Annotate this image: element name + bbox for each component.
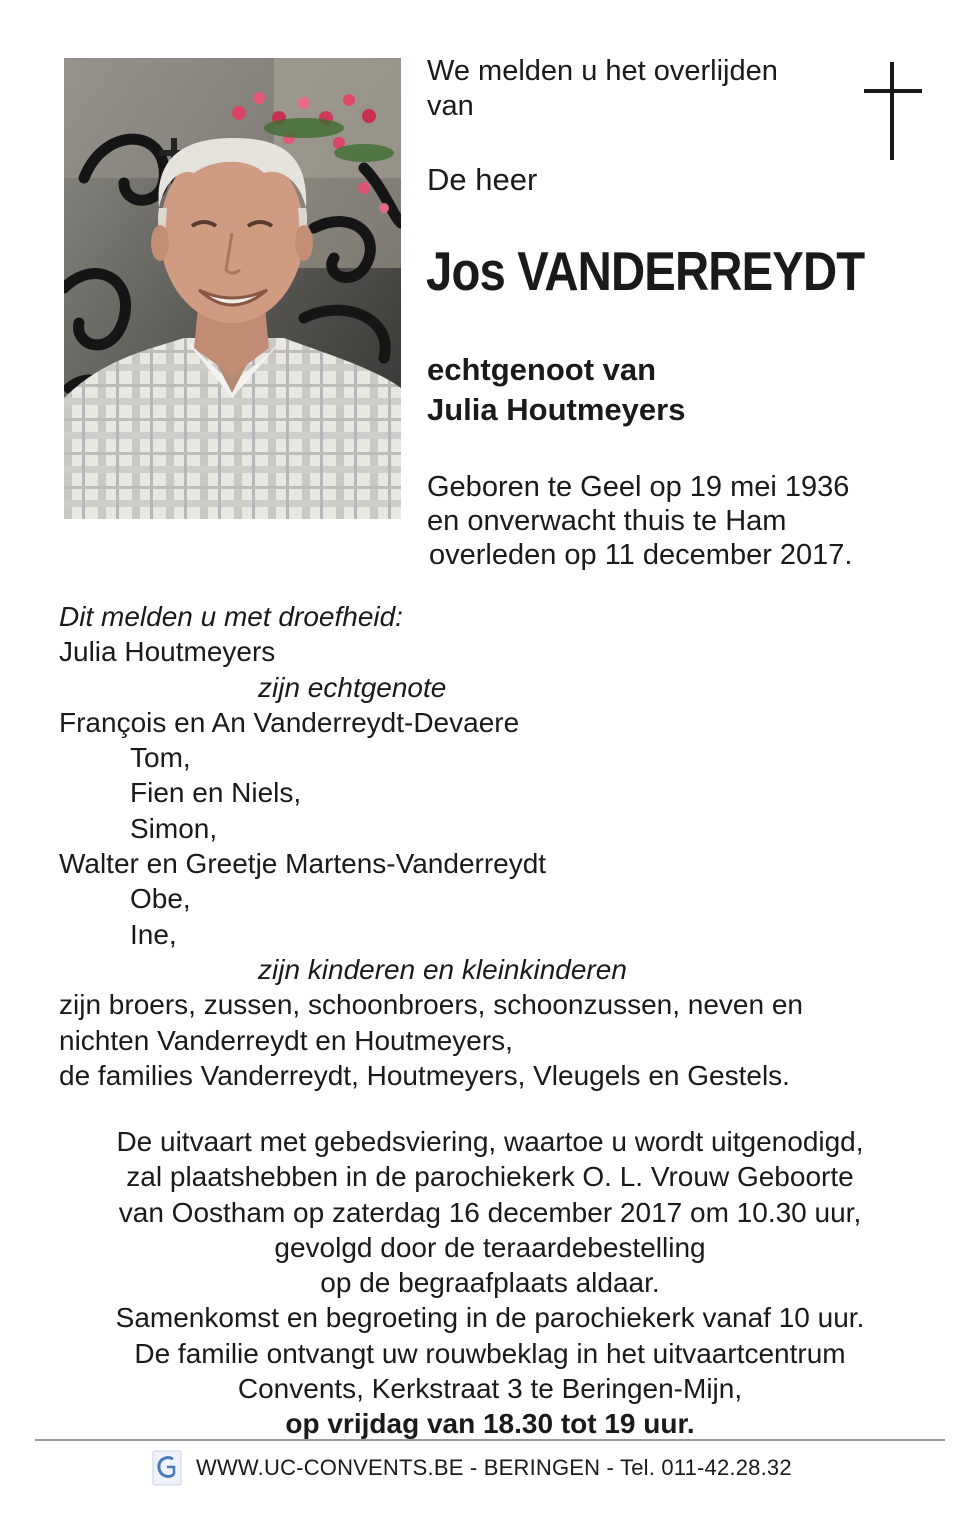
funeral-line: Samenkomst en begroeting in de parochiekerk vanaf 10 uur.: [115, 1302, 865, 1334]
funeral-line: zal plaatshebben in de parochiekerk O. L. Vrouw Geboorte: [126, 1161, 854, 1193]
spouse-name: Julia Houtmeyers: [59, 636, 276, 668]
intro-line-1: We melden u het overlijden: [427, 55, 778, 87]
funeral-line: van Oostham op zaterdag 16 december 2017 om 10.30 uur,: [118, 1196, 862, 1228]
spouse-block: [427, 350, 685, 430]
family-heading: Dit melden u met droefheid:: [59, 601, 403, 632]
footer-contact: WWW.UC-CONVENTS.BE - BERINGEN - Tel. 011-42.28.32: [196, 1455, 792, 1480]
family-block: [59, 599, 803, 1093]
grandchild: Obe,: [130, 883, 191, 915]
funeral-line: De familie ontvangt uw rouwbeklag in het uitvaartcentrum: [134, 1337, 846, 1369]
birth-line: Geboren te Geel op 19 mei 1936: [427, 471, 850, 503]
funeral-home-logo-icon: [152, 1450, 182, 1486]
funeral-line: Convents, Kerkstraat 3 te Beringen-Mijn,: [237, 1373, 743, 1405]
funeral-line: op de begraafplaats aldaar.: [320, 1267, 660, 1299]
intro-text: [427, 54, 778, 124]
footer-divider: [35, 1439, 945, 1441]
grandchild: Simon,: [130, 812, 218, 844]
portrait-illustration: [64, 58, 401, 519]
footer: [152, 1449, 792, 1487]
death-line: overleden op 11 december 2017.: [429, 539, 853, 571]
spouse-line-2: Julia Houtmeyers: [427, 392, 686, 427]
grandchild: Ine,: [130, 918, 177, 950]
birth-death-block: [427, 470, 853, 572]
deceased-name: Jos VANDERREYDT: [426, 240, 865, 302]
circumstance-line: en onverwacht thuis te Ham: [427, 505, 787, 537]
relatives-line: zijn broers, zussen, schoonbroers, schoonzussen, neven en: [59, 989, 803, 1021]
relatives-line: nichten Vanderreydt en Houtmeyers,: [59, 1024, 513, 1056]
cross-icon: [864, 62, 922, 160]
grandchild: Fien en Niels,: [130, 777, 302, 809]
child-1: François en An Vanderreydt-Devaere: [59, 706, 520, 738]
spouse-role: zijn echtgenote: [258, 671, 447, 703]
funeral-line: gevolgd door de teraardebestelling: [274, 1231, 706, 1263]
grandchild: Tom,: [130, 742, 191, 774]
visiting-hours: op vrijdag van 18.30 tot 19 uur.: [285, 1408, 695, 1440]
funeral-line: De uitvaart met gebedsviering, waartoe u wordt uitgenodigd,: [116, 1126, 864, 1157]
children-role: zijn kinderen en kleinkinderen: [258, 953, 627, 985]
child-2: Walter en Greetje Martens-Vanderreydt: [59, 848, 547, 880]
portrait-photo: [64, 58, 401, 519]
spouse-line-1: echtgenoot van: [427, 352, 657, 387]
intro-line-2: van: [427, 90, 474, 122]
honorific-title: De heer: [427, 162, 538, 197]
relatives-line: de families Vanderreydt, Houtmeyers, Vleugels en Gestels.: [59, 1059, 790, 1091]
funeral-block: [35, 1124, 945, 1442]
